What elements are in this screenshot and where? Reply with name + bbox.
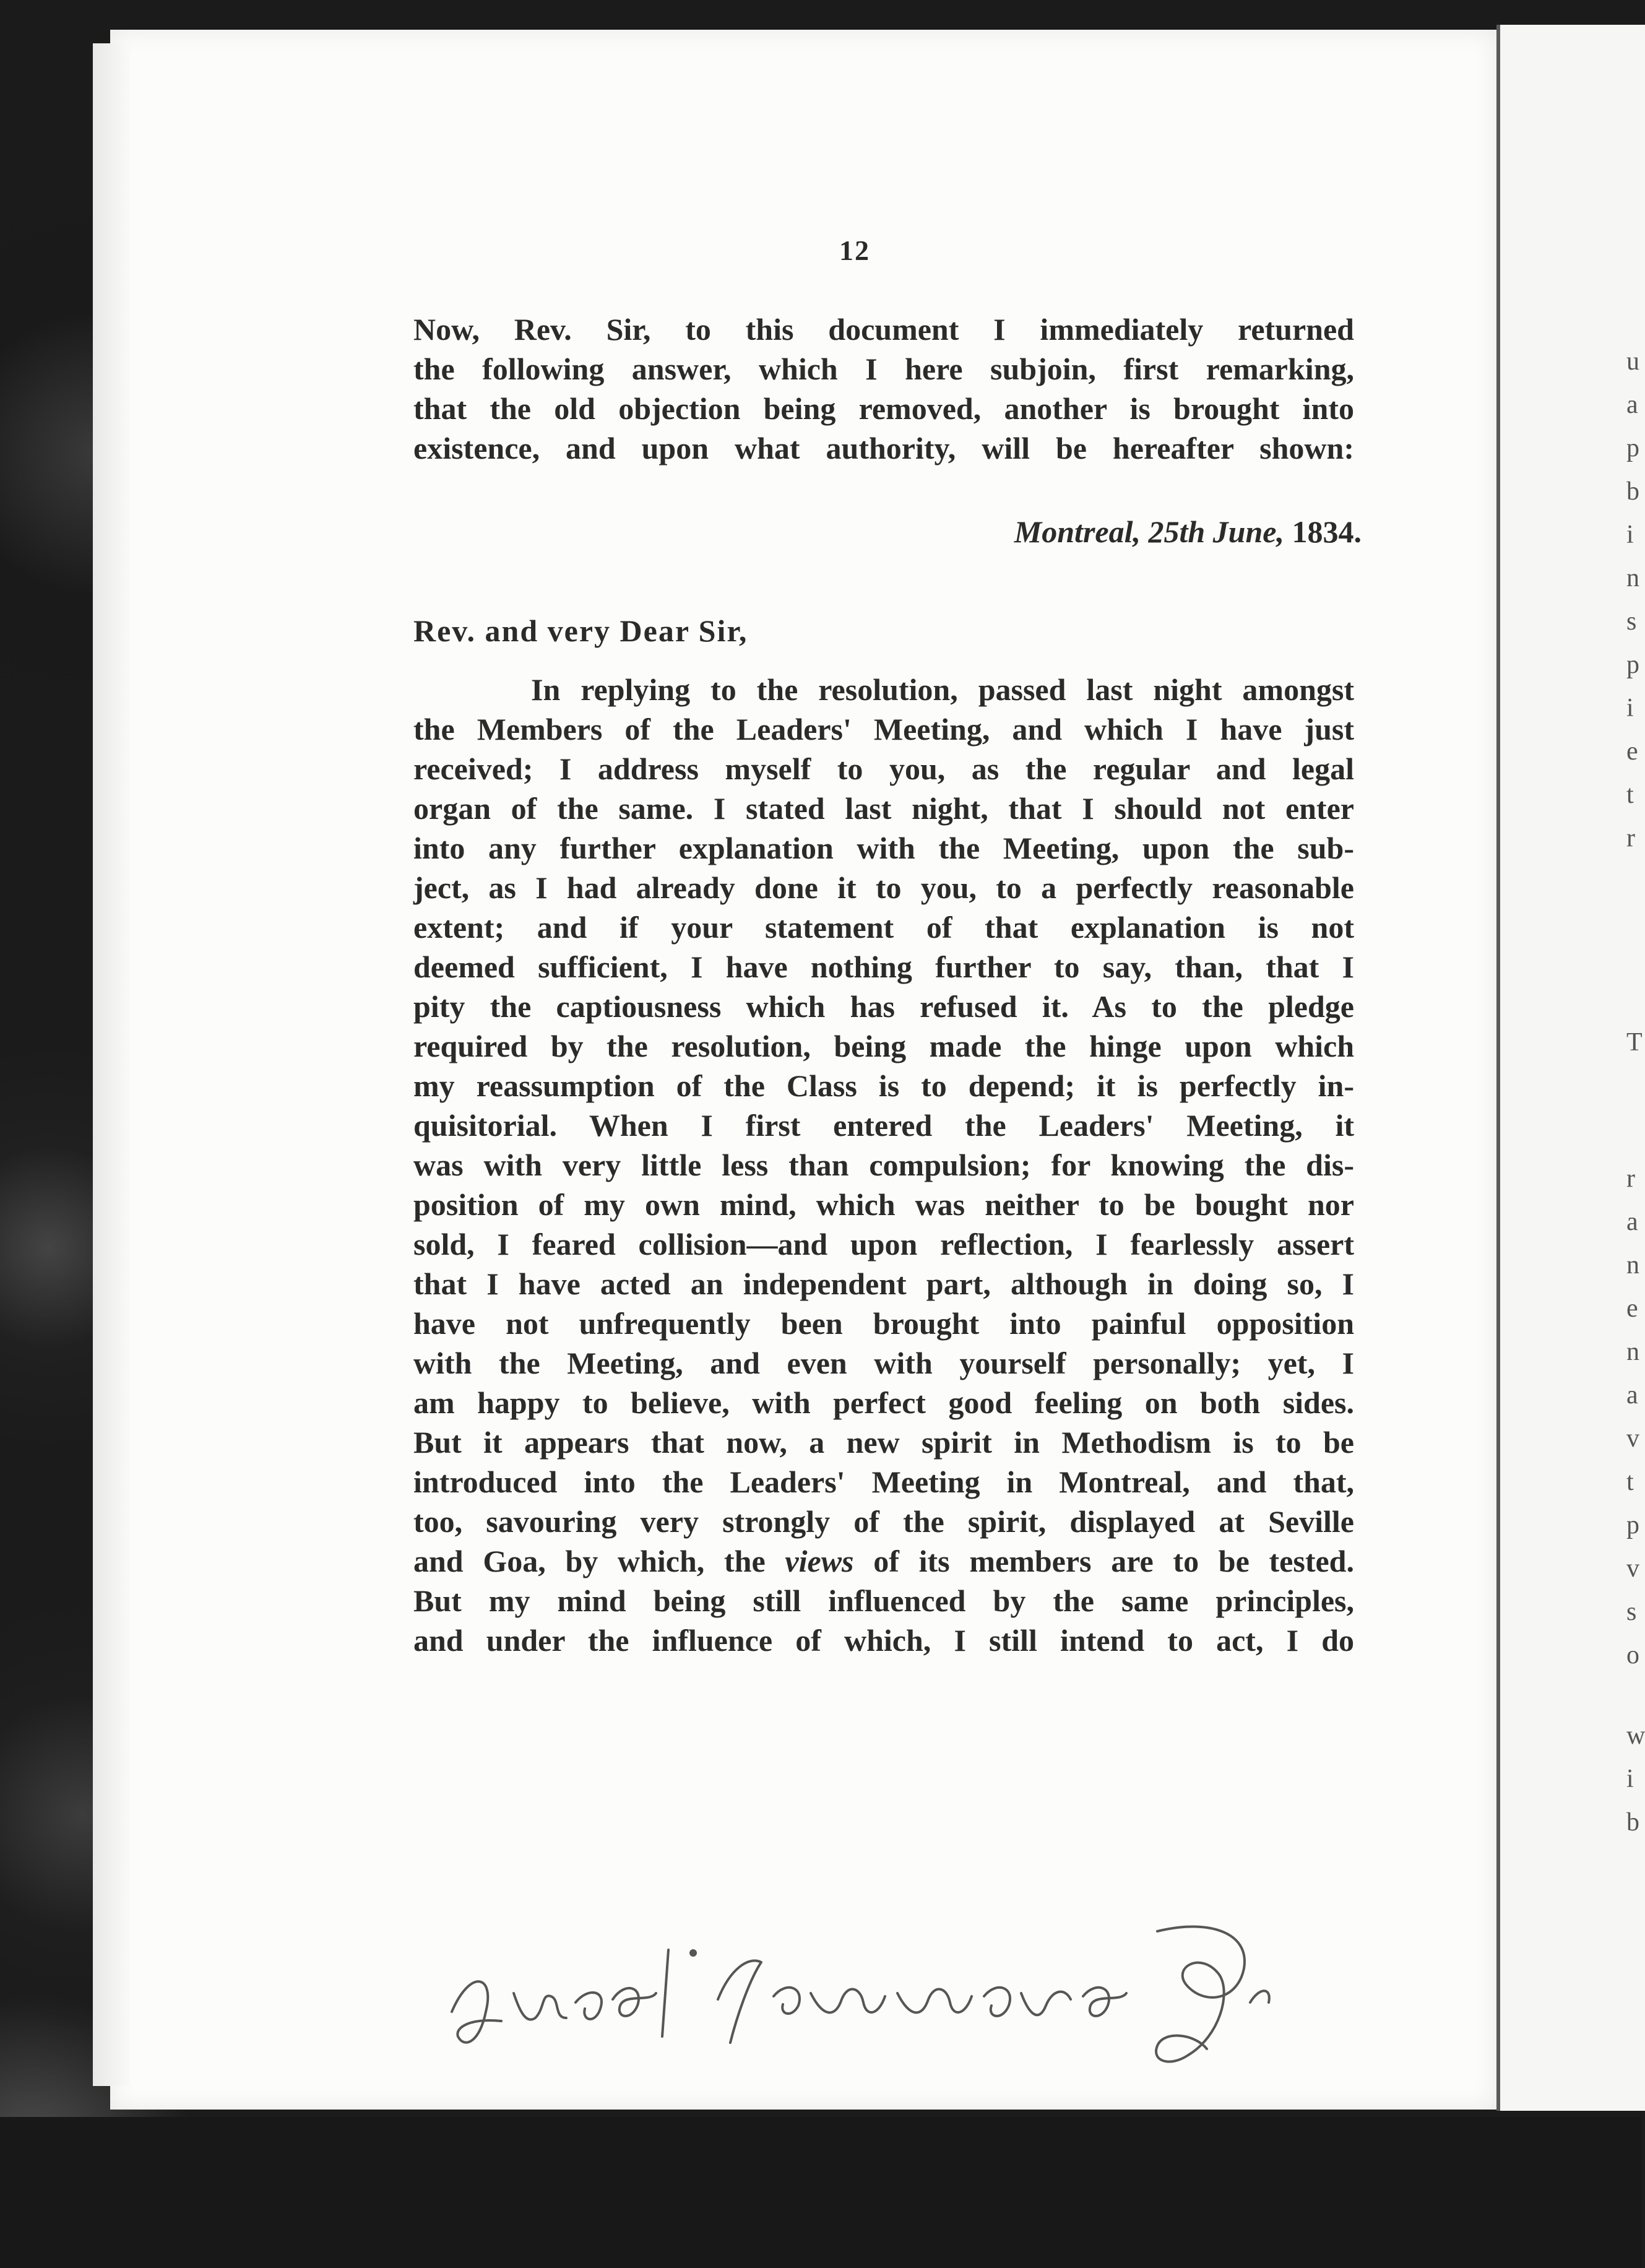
adjacent-page-letter: n (1626, 1251, 1639, 1279)
page-fold-shadow (93, 43, 130, 2086)
dateline-year: 1834. (1292, 514, 1362, 549)
adjacent-page-letter: a (1626, 1381, 1638, 1409)
intro-line: the following answer, which I here subjoin, first remarking, (413, 352, 1354, 386)
adjacent-page-letter: v (1626, 1554, 1639, 1583)
adjacent-page-letter: n (1626, 1338, 1639, 1366)
adjacent-page-letter: i (1626, 694, 1634, 722)
adjacent-page-letter: i (1626, 521, 1634, 549)
body-line: into any further explanation with the Meeting, upon the sub- (413, 831, 1354, 865)
body-line: and Goa, by which, the views of its members are to be tested. (413, 1544, 1354, 1578)
body-line: position of my own mind, which was neither to be bought nor (413, 1187, 1354, 1222)
adjacent-page-letter: p (1626, 1511, 1639, 1539)
body-line: But my mind being still influenced by the same principles, (413, 1583, 1354, 1618)
adjacent-page-letter: u (1626, 347, 1639, 376)
body-line: required by the resolution, being made the hinge upon which (413, 1029, 1354, 1063)
body-line: pity the captiousness which has refused it. As to the pledge (413, 989, 1354, 1024)
dateline-place: Montreal, (1014, 514, 1141, 549)
page-number: 12 (839, 235, 870, 266)
adjacent-page-letter: w (1626, 1721, 1645, 1750)
scanner-bottom-edge (0, 2117, 1641, 2268)
body-line: received; I address myself to you, as the regular and legal (413, 751, 1354, 786)
intro-line: that the old objection being removed, another is brought into (413, 391, 1354, 426)
body-line: with the Meeting, and even with yourself personally; yet, I (413, 1346, 1354, 1380)
body-line: the Members of the Leaders' Meeting, and which I have just (413, 712, 1354, 747)
letter-body (413, 670, 1354, 1660)
adjacent-page-letter: b (1626, 1808, 1639, 1837)
adjacent-page-letter: e (1626, 737, 1638, 766)
intro-line: existence, and upon what authority, will be hereafter shown: (413, 431, 1354, 465)
body-line: have not unfrequently been brought into painful opposition (413, 1306, 1354, 1341)
adjacent-page-letter: s (1626, 1598, 1637, 1626)
adjacent-page (1496, 25, 1645, 2111)
body-line: that I have acted an independent part, although in doing so, I (413, 1266, 1354, 1301)
body-line: am happy to believe, with perfect good feeling on both sides. (413, 1385, 1354, 1420)
adjacent-page-letter: b (1626, 477, 1639, 506)
adjacent-page-letter: e (1626, 1294, 1638, 1323)
body-line: was with very little less than compulsion; for knowing the dis- (413, 1148, 1354, 1182)
adjacent-page-letter: T (1626, 1028, 1643, 1057)
adjacent-page-letter: t (1626, 781, 1634, 809)
dateline (792, 514, 1362, 550)
salutation: Rev. and very Dear Sir, (413, 613, 748, 648)
adjacent-page-letter: v (1626, 1424, 1639, 1453)
dateline-day: 25th June, (1148, 514, 1284, 549)
adjacent-page-letter: r (1626, 1164, 1635, 1193)
body-line: and under the influence of which, I still intend to act, I do (413, 1623, 1354, 1658)
intro-paragraph (413, 309, 1354, 468)
body-line: But it appears that now, a new spirit in Methodism is to be (413, 1425, 1354, 1460)
intro-line: Now, Rev. Sir, to this document I immediately returned (413, 312, 1354, 347)
adjacent-page-letter: a (1626, 391, 1638, 419)
adjacent-page-letter: p (1626, 651, 1639, 679)
body-line: sold, I feared collision—and upon reflection, I fearlessly assert (413, 1227, 1354, 1262)
adjacent-page-letter: o (1626, 1641, 1639, 1669)
italic-word: views (785, 1544, 854, 1578)
body-line: extent; and if your statement of that explanation is not (413, 910, 1354, 945)
body-line: In replying to the resolution, passed last night amongst (531, 672, 1354, 707)
handwritten-signature (427, 1894, 1355, 2080)
adjacent-page-letter: a (1626, 1208, 1638, 1236)
body-line: ject, as I had already done it to you, to a perfectly reasonable (413, 870, 1354, 905)
body-line: deemed sufficient, I have nothing further to say, than, that I (413, 950, 1354, 984)
adjacent-page-letter: p (1626, 434, 1639, 462)
body-line: introduced into the Leaders' Meeting in Montreal, and that, (413, 1465, 1354, 1499)
body-line: quisitorial. When I first entered the Leaders' Meeting, it (413, 1108, 1354, 1143)
adjacent-page-letter: i (1626, 1765, 1634, 1793)
adjacent-page-letter: r (1626, 824, 1635, 852)
body-line: organ of the same. I stated last night, that I should not enter (413, 791, 1354, 826)
adjacent-page-letter: t (1626, 1468, 1634, 1496)
body-line: my reassumption of the Class is to depend; it is perfectly in- (413, 1068, 1354, 1103)
body-line: too, savouring very strongly of the spirit, displayed at Seville (413, 1504, 1354, 1539)
adjacent-page-letter: n (1626, 564, 1639, 592)
adjacent-page-letter: s (1626, 607, 1637, 636)
